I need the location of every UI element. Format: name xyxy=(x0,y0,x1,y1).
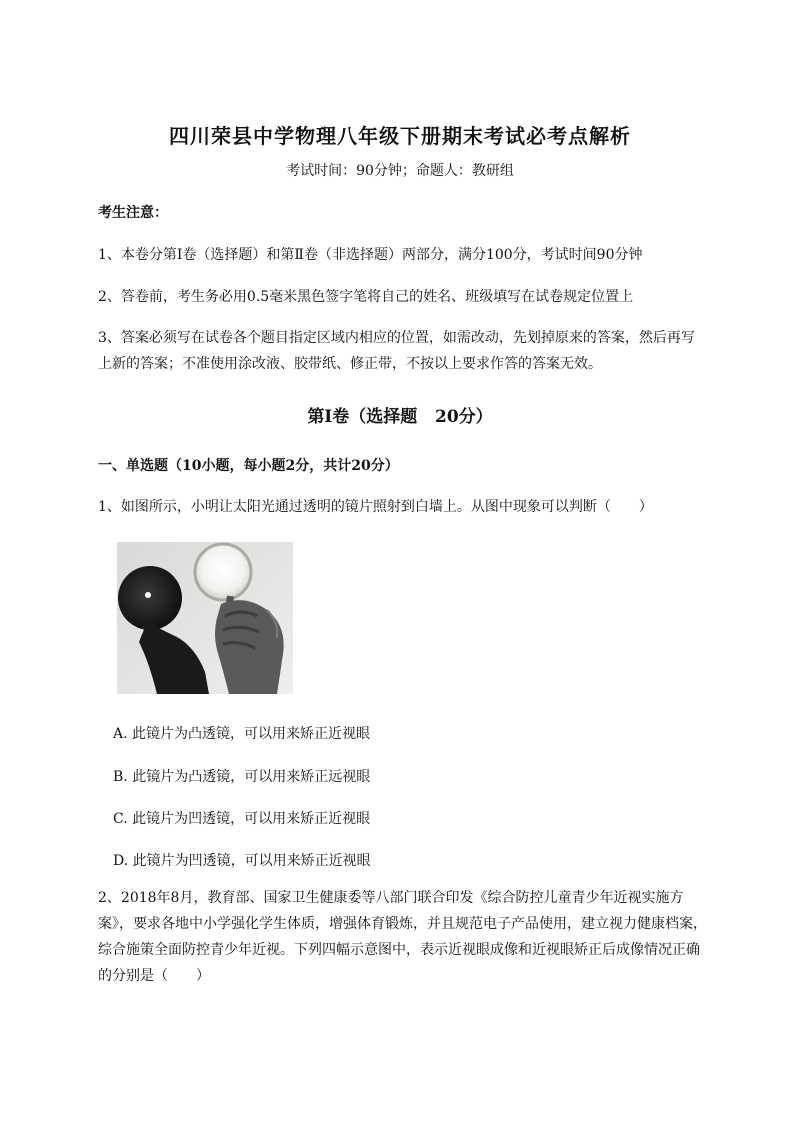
part-heading: 一、单选题（10小题，每小题2分，共计20分） xyxy=(98,458,399,474)
notice-item-2: 2、答卷前，考生务必用0.5毫米黑色签字笔将自己的姓名、班级填写在试卷规定位置上 xyxy=(98,289,634,305)
section-title: 第I卷（选择题 20分） xyxy=(307,407,493,427)
notice-heading: 考生注意： xyxy=(98,205,168,221)
notice-item-3: 3、答案必须写在试卷各个题目指定区域内相应的位置，如需改动，先划掉原来的答案，然后再写上新的答案；不准使用涂改液、胶带纸、修正带，不按以上要求作答的答案无效。 xyxy=(98,330,695,372)
question-1-option-a: A. 此镜片为凸透镜，可以用来矫正近视眼 xyxy=(113,726,371,742)
question-1-option-c: C. 此镜片为凹透镜，可以用来矫正近视眼 xyxy=(113,811,371,827)
question-1-option-b: B. 此镜片为凸透镜，可以用来矫正远视眼 xyxy=(113,769,371,785)
question-1-option-d: D. 此镜片为凹透镜，可以用来矫正近视眼 xyxy=(113,853,371,869)
lens-photo xyxy=(117,542,293,694)
notice-item-1: 1、本卷分第I卷（选择题）和第Ⅱ卷（非选择题）两部分，满分100分，考试时间90分钟 xyxy=(98,247,643,263)
question-1-stem: 1、如图所示，小明让太阳光通过透明的镜片照射到白墙上。从图中现象可以判断（ ） xyxy=(98,499,653,515)
page-title: 四川荣县中学物理八年级下册期末考试必考点解析 xyxy=(169,124,631,148)
exam-info: 考试时间：90分钟；命题人：教研组 xyxy=(286,163,514,179)
question-2-stem: 2、2018年8月，教育部、国家卫生健康委等八部门联合印发《综合防控儿童青少年近视实施方案》，要求各地中小学强化学生体质，增强体育锻炼，并且规范电子产品使用，建立视力健康档案，综合施策全面防控青少年近视。下列四幅示意图中，表示近视眼成像和近视眼矫正后成像情况正确的分别是（ ） xyxy=(98,890,707,984)
